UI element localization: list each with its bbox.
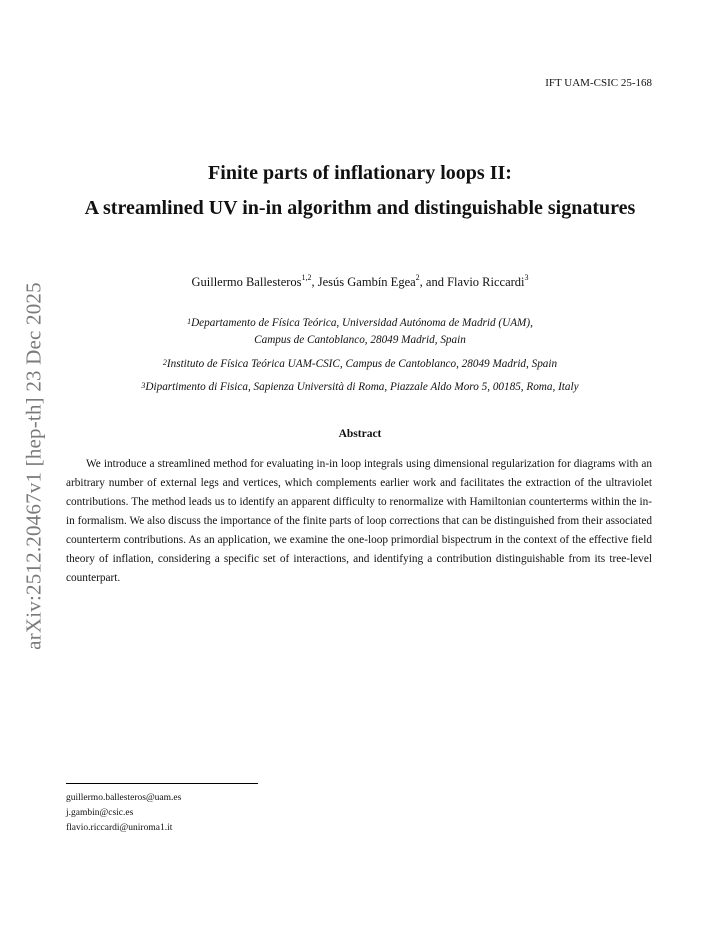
footnote-email[interactable]: guillermo.ballesteros@uam.es — [66, 793, 182, 803]
paper-title-line-2: A streamlined UV in-in algorithm and distinguishable signatures — [84, 197, 636, 219]
affiliation-1 — [0, 315, 720, 349]
affiliation-line: Instituto de Física Teórica UAM-CSIC, Campus de Cantoblanco, 28049 Madrid, Spain — [166, 358, 558, 370]
footnote-email[interactable]: j.gambin@csic.es — [66, 808, 134, 818]
affiliation-number: 2 — [162, 358, 167, 367]
affiliation-line: Campus de Cantoblanco, 28049 Madrid, Spain — [254, 334, 466, 346]
author-name: Flavio Riccardi — [447, 275, 525, 289]
author-affiliation-marker: 3 — [524, 273, 529, 282]
affiliation-line: Departamento de Física Teórica, Universidad Autónoma de Madrid (UAM), — [191, 317, 533, 329]
paper-title-line-1: Finite parts of inflationary loops II: — [208, 162, 512, 184]
affiliation-line: Dipartimento di Fisica, Sapienza Università di Roma, Piazzale Aldo Moro 5, 00185, Roma, Italy — [145, 381, 579, 393]
arxiv-identifier[interactable]: arXiv:2512.20467v1 [hep-th] 23 Dec 2025 — [21, 282, 46, 650]
author-list — [0, 275, 720, 290]
affiliation-number: 3 — [141, 381, 146, 390]
author-affiliation-marker: 2 — [415, 273, 420, 282]
footnote-divider — [66, 783, 258, 784]
affiliation-3 — [0, 379, 720, 396]
abstract-heading: Abstract — [338, 428, 382, 440]
author-affiliation-marker: 1,2 — [301, 273, 312, 282]
author-name: Jesús Gambín Egea — [317, 275, 416, 289]
affiliation-number: 1 — [187, 317, 192, 326]
report-number: IFT UAM-CSIC 25-168 — [545, 77, 652, 89]
author-separator: , — [311, 275, 318, 289]
author-name: Guillermo Ballesteros — [191, 275, 302, 289]
author-separator: , and — [419, 275, 448, 289]
abstract-body: We introduce a streamlined method for evaluating in-in loop integrals using dimensional regularization for diagrams with an arbitrary number of external legs and vertices, which complements earlier work and facilitates the extraction of the ultraviolet contributions. The method leads us to identify an apparent difficulty to renormalize with Hamiltonian counterterms within the in-in formalism. We also discuss the importance of the finite parts of loop corrections that can be distinguished from their associated counterterm contributions. As an application, we examine the one-loop primordial bispectrum in the context of the effective field theory of inflation, considering a specific set of interactions, and identifying a contribution distinguishable from its tree-level counterpart. — [66, 458, 652, 584]
footnote-email[interactable]: flavio.riccardi@uniroma1.it — [66, 823, 173, 833]
affiliation-2 — [0, 356, 720, 373]
